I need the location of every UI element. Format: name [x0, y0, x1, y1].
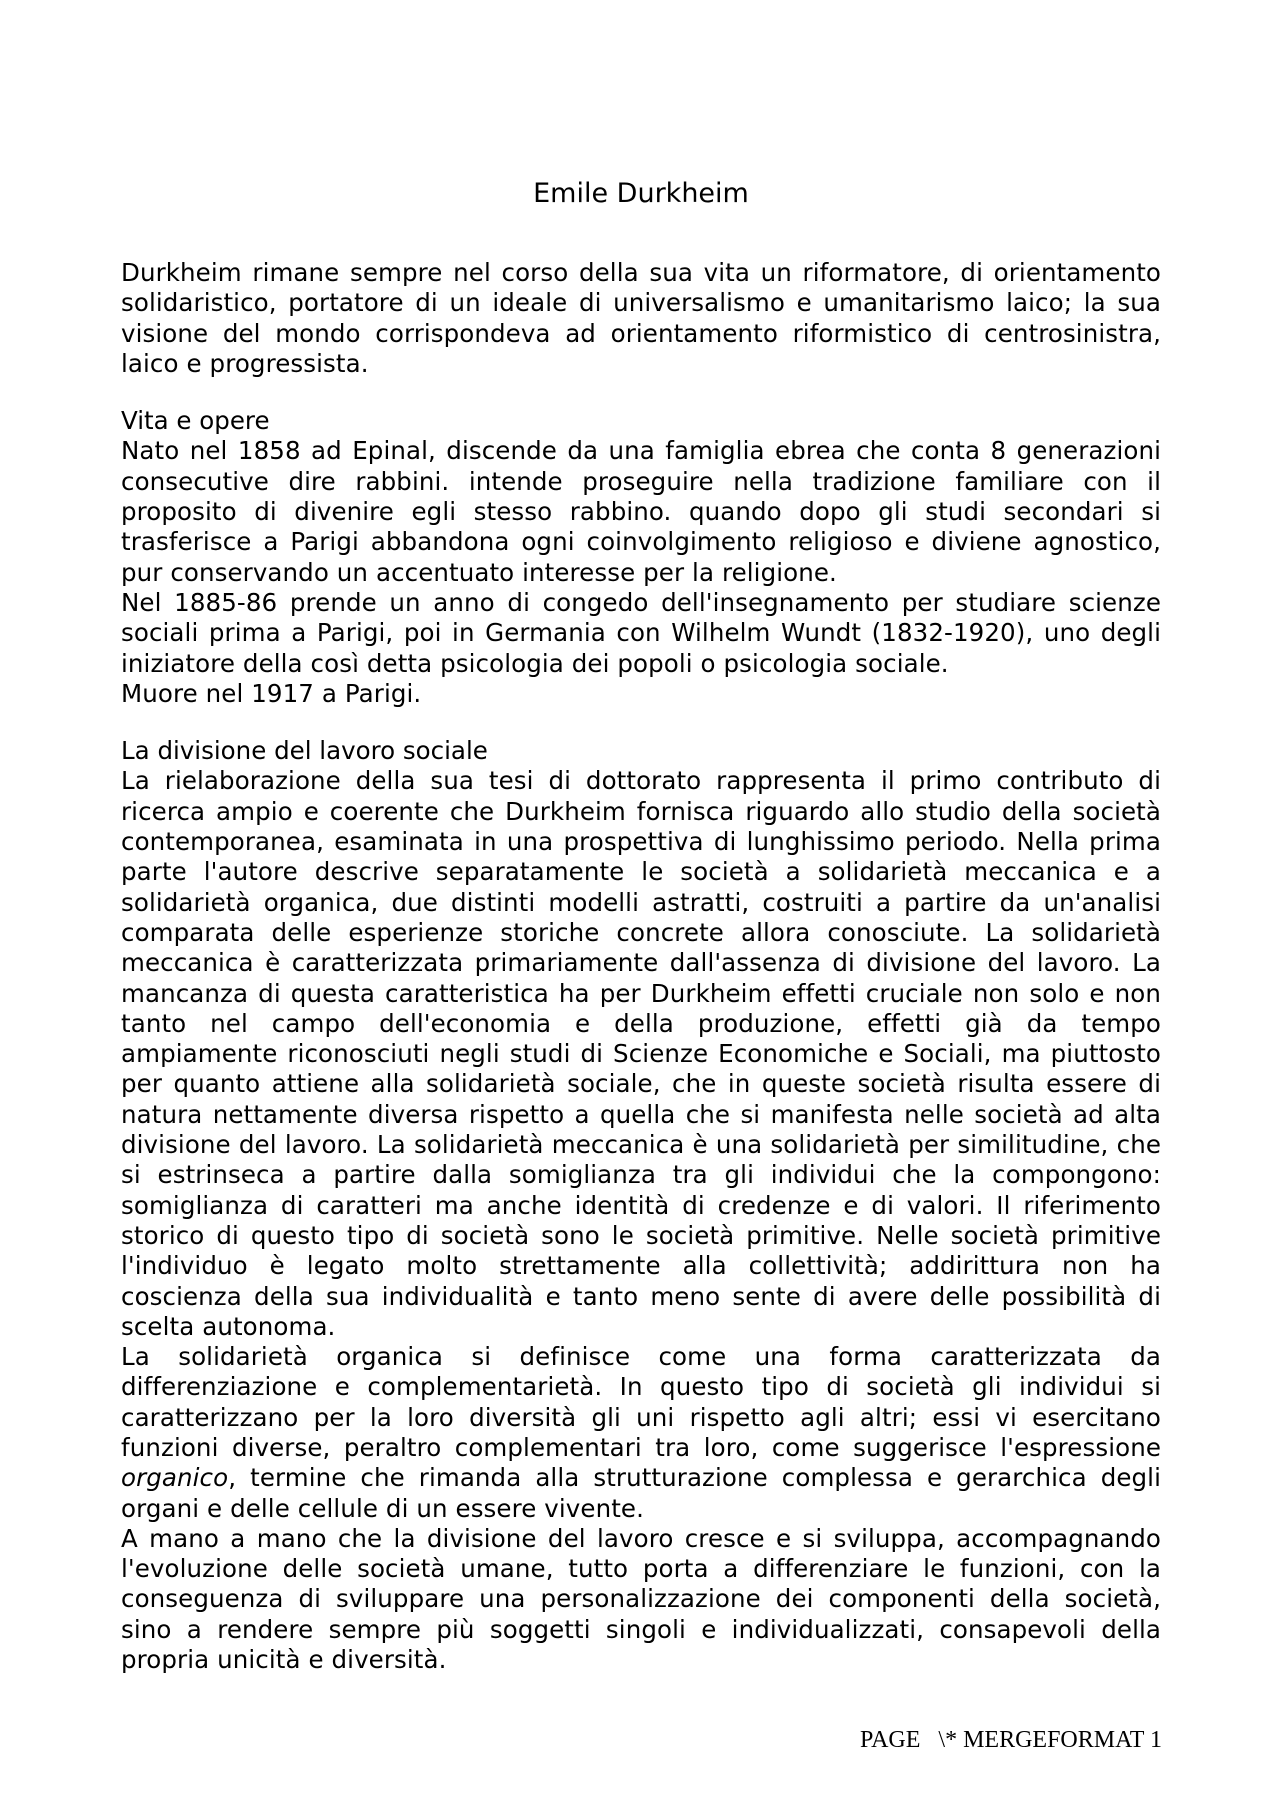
vita-paragraph-2: Nel 1885-86 prende un anno di congedo dell'insegnamento per studiare scienze sociali prima a Parigi, poi in Germania con Wilhelm Wundt (1832-1920), uno degli iniziatore della così detta psicologia dei popoli o psicologia sociale. [121, 587, 1161, 678]
vita-paragraph-3: Muore nel 1917 a Parigi. [121, 678, 422, 708]
intro-paragraph: Durkheim rimane sempre nel corso della sua vita un riformatore, di orientamento solidaristico, portatore di un ideale di universalismo e umanitarismo laico; la sua visione del mondo corrispondeva ad orientamento riformistico di centrosinistra, laico e progressista. [121, 258, 1161, 378]
document-title: Emile Durkheim [533, 178, 749, 209]
italic-term-organico: organico [121, 1463, 229, 1493]
section-heading-divisione-lavoro: La divisione del lavoro sociale [121, 736, 488, 766]
divisione-paragraph-2-text-a: La solidarietà organica si definisce come una forma caratterizzata da differenziazione e complementarietà. In questo tipo di società gli individui si caratterizzano per la loro diversità gli uni rispetto agli altri; essi vi esercitano funzioni diverse, peraltro complementari tra loro, come suggerisce l'espressione [121, 1342, 1161, 1462]
paragraph-spacer [121, 709, 1161, 736]
divisione-paragraph-2-text-b: , termine che rimanda alla strutturazione complessa e gerarchica degli organi e delle cellule di un essere vivente. [121, 1463, 1161, 1523]
paragraph-spacer [121, 379, 1161, 406]
document-page [121, 176, 1161, 1675]
divisione-paragraph-3: A mano a mano che la divisione del lavoro cresce e si sviluppa, accompagnando l'evoluzione delle società umane, tutto porta a differenziare le funzioni, con la conseguenza di sviluppare una personalizzazione dei componenti della società, sino a rendere sempre più soggetti singoli e individualizzati, consapevoli della propria unicità e diversità. [121, 1523, 1161, 1675]
divisione-paragraph-2 [121, 1342, 1161, 1524]
page-number-field: PAGE \* MERGEFORMAT 1 [859, 1727, 1162, 1753]
section-heading-vita-e-opere: Vita e opere [121, 406, 270, 436]
vita-paragraph-1: Nato nel 1858 ad Epinal, discende da una famiglia ebrea che conta 8 generazioni consecutive dire rabbini. intende proseguire nella tradizione familiare con il proposito di divenire egli stesso rabbino. quando dopo gli studi secondari si trasferisce a Parigi abbandona ogni coinvolgimento religioso e diviene agnostico, pur conservando un accentuato interesse per la religione. [121, 436, 1161, 587]
divisione-paragraph-1: La rielaborazione della sua tesi di dottorato rappresenta il primo contributo di ricerca ampio e coerente che Durkheim fornisca riguardo allo studio della società contemporanea, esaminata in una prospettiva di lunghissimo periodo. Nella prima parte l'autore descrive separatamente le società a solidarietà meccanica e a solidarietà organica, due distinti modelli astratti, costruiti a partire da un'analisi comparata delle esperienze storiche concrete allora conosciute. La solidarietà meccanica è caratterizzata primariamente dall'assenza di divisione del lavoro. La mancanza di questa caratteristica ha per Durkheim effetti cruciale non solo e non tanto nel campo dell'economia e della produzione, effetti già da tempo ampiamente riconosciuti negli studi di Scienze Economiche e Sociali, ma piuttosto per quanto attiene alla solidarietà sociale, che in queste società risulta essere di natura nettamente diversa rispetto a quella che si manifesta nelle società ad alta divisione del lavoro. La solidarietà meccanica è una solidarietà per similitudine, che si estrinseca a partire dalla somiglianza tra gli individui che la compongono: somiglianza di caratteri ma anche identità di credenze e di valori. Il riferimento storico di questo tipo di società sono le società primitive. Nelle società primitive l'individuo è legato molto strettamente alla collettività; addirittura non ha coscienza della sua individualità e tanto meno sente di avere delle possibilità di scelta autonoma. [121, 766, 1161, 1341]
